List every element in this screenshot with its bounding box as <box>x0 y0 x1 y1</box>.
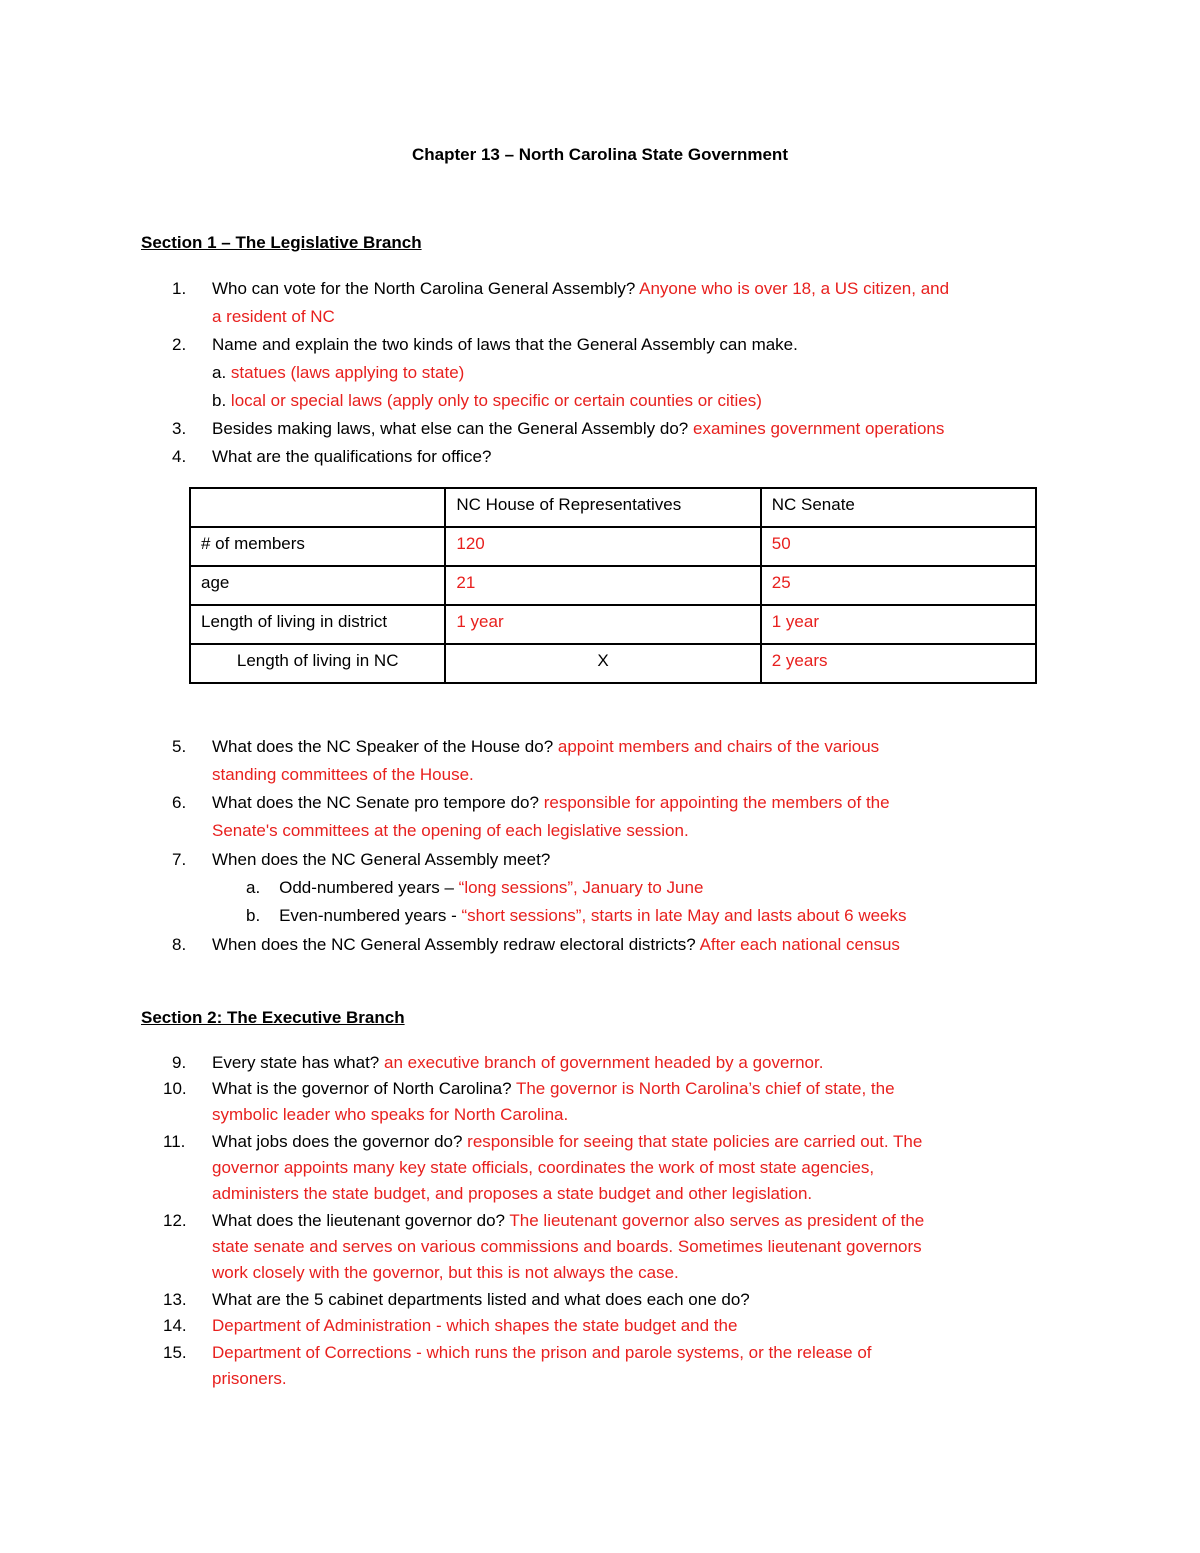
question-text: What does the lieutenant governor do? <box>212 1211 505 1230</box>
answer-text-cont: a resident of NC <box>212 307 335 326</box>
row-label: Length of living in NC <box>190 644 445 683</box>
question-text: When does the NC General Assembly meet? <box>212 850 551 869</box>
question-number: 2. <box>172 335 187 354</box>
question-3 <box>172 415 1072 443</box>
question-text: What is the governor of North Carolina? <box>212 1079 512 1098</box>
answer-text: Department of Administration - which shapes the state budget and the <box>212 1316 738 1335</box>
answer-text: responsible for seeing that state policies are carried out. The <box>467 1132 923 1151</box>
question-15 <box>163 1340 1063 1392</box>
question-13 <box>163 1287 1063 1313</box>
question-4 <box>172 443 1072 471</box>
answer-text: The lieutenant governor also serves as president of the <box>509 1211 925 1230</box>
answer-text-cont: administers the state budget, and proposes a state budget and other legislation. <box>212 1184 813 1203</box>
question-7-item-b <box>246 902 907 930</box>
answer-text-cont: Senate's committees at the opening of each legislative session. <box>212 821 689 840</box>
house-value: 120 <box>445 527 760 566</box>
sub-text: Even-numbered years - <box>279 906 457 925</box>
table-header-row <box>190 488 1036 527</box>
answer-text: After each national census <box>699 935 900 954</box>
answer-text: “long sessions”, January to June <box>458 878 704 897</box>
question-text: Every state has what? <box>212 1053 380 1072</box>
question-5 <box>172 733 1072 789</box>
sub-label: a. <box>246 878 261 897</box>
question-number: 7. <box>172 850 187 869</box>
table-row <box>190 644 1036 683</box>
question-7-item-a <box>246 874 703 902</box>
answer-text: appoint members and chairs of the various <box>557 737 880 756</box>
question-number: 10. <box>163 1079 187 1098</box>
sub-label: b. <box>212 391 227 410</box>
row-label: Length of living in district <box>190 605 445 644</box>
row-label: # of members <box>190 527 445 566</box>
question-number: 11. <box>163 1132 186 1151</box>
house-value: 21 <box>445 566 760 605</box>
question-text: What does the NC Senate pro tempore do? <box>212 793 539 812</box>
question-9 <box>163 1050 1063 1076</box>
question-number: 15. <box>163 1343 187 1362</box>
answer-text: Anyone who is over 18, a US citizen, and <box>639 279 950 298</box>
question-text: What are the 5 cabinet departments listed and what does each one do? <box>212 1290 750 1309</box>
table-header-cell: NC Senate <box>761 488 1036 527</box>
question-number: 9. <box>172 1053 187 1072</box>
senate-value: 1 year <box>761 605 1036 644</box>
question-text: What jobs does the governor do? <box>212 1132 463 1151</box>
section-1-heading: Section 1 – The Legislative Branch <box>141 233 422 252</box>
question-number: 3. <box>172 419 187 438</box>
question-8 <box>172 931 1072 959</box>
answer-text-cont: prisoners. <box>212 1369 287 1388</box>
answer-text: Department of Corrections - which runs the prison and parole systems, or the release of <box>212 1343 872 1362</box>
answer-text-cont: symbolic leader who speaks for North Carolina. <box>212 1105 569 1124</box>
question-number: 1. <box>172 279 187 298</box>
question-2 <box>172 331 1072 415</box>
question-number: 13. <box>163 1290 187 1309</box>
sub-text: Odd-numbered years – <box>279 878 454 897</box>
answer-text: statues (laws applying to state) <box>230 363 465 382</box>
question-7 <box>172 846 1072 874</box>
house-value: X <box>445 644 760 683</box>
question-text: What are the qualifications for office? <box>212 447 492 466</box>
table-row <box>190 566 1036 605</box>
question-6 <box>172 789 1072 845</box>
table-header-cell: NC House of Representatives <box>445 488 760 527</box>
question-number: 8. <box>172 935 187 954</box>
question-number: 6. <box>172 793 187 812</box>
question-12 <box>163 1208 1063 1286</box>
table-row <box>190 605 1036 644</box>
answer-text: local or special laws (apply only to specific or certain counties or cities) <box>230 391 762 410</box>
answer-text-cont: state senate and serves on various commissions and boards. Sometimes lieutenant governors <box>212 1237 922 1256</box>
question-text: Name and explain the two kinds of laws that the General Assembly can make. <box>212 335 798 354</box>
answer-text-cont: standing committees of the House. <box>212 765 474 784</box>
question-14 <box>163 1313 1063 1339</box>
question-10 <box>163 1076 1063 1128</box>
question-text: Who can vote for the North Carolina General Assembly? <box>212 279 636 298</box>
answer-text: The governor is North Carolina’s chief of state, the <box>515 1079 895 1098</box>
table-header-cell <box>190 488 445 527</box>
qualifications-table <box>189 487 1037 684</box>
answer-text-cont: governor appoints many key state officials, coordinates the work of most state agencies, <box>212 1158 875 1177</box>
house-value: 1 year <box>445 605 760 644</box>
table-row <box>190 527 1036 566</box>
question-text: Besides making laws, what else can the General Assembly do? <box>212 419 689 438</box>
question-number: 14. <box>163 1316 187 1335</box>
senate-value: 25 <box>761 566 1036 605</box>
question-text: When does the NC General Assembly redraw electoral districts? <box>212 935 696 954</box>
sub-label: b. <box>246 906 261 925</box>
question-number: 5. <box>172 737 187 756</box>
question-1 <box>172 275 1072 331</box>
answer-text: an executive branch of government headed by a governor. <box>384 1053 824 1072</box>
question-number: 12. <box>163 1211 187 1230</box>
answer-text: examines government operations <box>692 419 945 438</box>
sub-label: a. <box>212 363 227 382</box>
senate-value: 2 years <box>761 644 1036 683</box>
question-text: What does the NC Speaker of the House do? <box>212 737 554 756</box>
answer-text: responsible for appointing the members of the <box>543 793 890 812</box>
question-11 <box>163 1129 1063 1207</box>
senate-value: 50 <box>761 527 1036 566</box>
answer-text-cont: work closely with the governor, but this is not always the case. <box>212 1263 679 1282</box>
section-2-heading: Section 2: The Executive Branch <box>141 1008 405 1027</box>
page-title: Chapter 13 – North Carolina State Government <box>412 145 788 164</box>
row-label: age <box>190 566 445 605</box>
answer-text: “short sessions”, starts in late May and lasts about 6 weeks <box>461 906 907 925</box>
question-number: 4. <box>172 447 187 466</box>
